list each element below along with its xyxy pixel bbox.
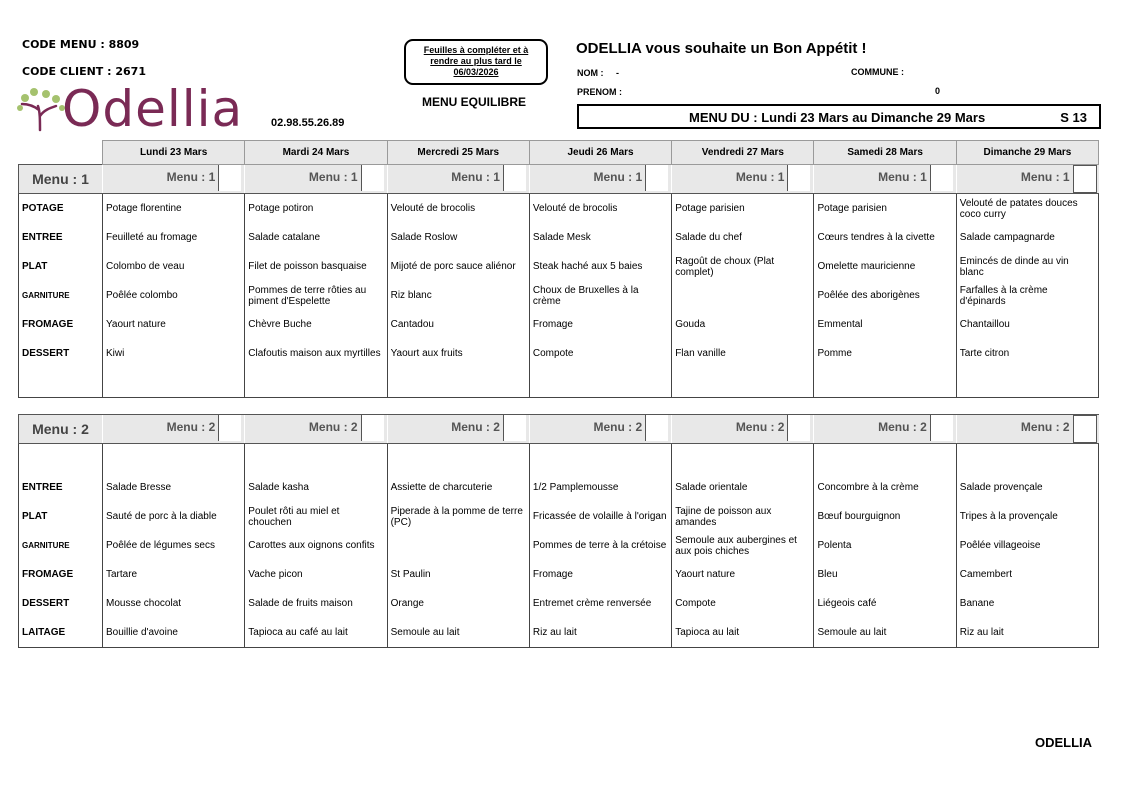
menu1-dish-3-5: Poêlée des aborigènes [814,281,956,310]
menu1-dish-5-4: Flan vanille [672,339,814,368]
menu2-row-2 [19,502,1099,531]
menu1-dish-1-0: Feuilleté au fromage [103,223,245,252]
menu2-dish-4-0: Tartare [103,560,245,589]
menu1-row-0 [19,194,1099,224]
menu1-row-6 [19,368,1099,398]
menu1-dish-1-6: Salade campagnarde [956,223,1098,252]
menu2-row-3 [19,531,1099,560]
menu2-dish-6-5: Semoule au lait [814,618,956,648]
menu2-day-label-3: Menu : 2 [593,420,643,434]
menu1-dish-2-0: Colombo de veau [103,252,245,281]
menu1-row-4 [19,310,1099,339]
menu2-day-cell-4 [672,415,814,444]
menu2-dish-1-0: Salade Bresse [103,473,245,502]
menu1-title-row [19,165,1099,194]
commune-label: COMMUNE : [851,67,904,77]
menu1-dish-4-4: Gouda [672,310,814,339]
menu1-dish-4-6: Chantaillou [956,310,1098,339]
menu2-dish-6-3: Riz au lait [529,618,671,648]
menu2-course-label-6: LAITAGE [19,618,103,648]
day-header-0: Lundi 23 Mars [103,141,245,165]
menu2-dish-5-6: Banane [956,589,1098,618]
menu2-dish-1-4: Salade orientale [672,473,814,502]
menu2-course-label-3: GARNITURE [19,531,103,560]
menu1-course-label-6 [19,368,103,398]
menu2-dish-2-4: Tajine de poisson aux amandes [672,502,814,531]
menu2-dish-3-5: Polenta [814,531,956,560]
menu1-course-label-4: FROMAGE [19,310,103,339]
menu2-dish-5-0: Mousse chocolat [103,589,245,618]
menu1-dish-3-2: Riz blanc [387,281,529,310]
menu2-checkbox-4[interactable] [787,415,810,441]
menu1-day-label-0: Menu : 1 [166,170,216,184]
menu-du-box [577,104,1101,129]
menu1-dish-4-0: Yaourt nature [103,310,245,339]
menu1-dish-4-5: Emmental [814,310,956,339]
code-client-label: CODE CLIENT : [22,65,112,78]
menu2-dish-4-2: St Paulin [387,560,529,589]
tree-logo-icon [16,86,68,132]
menu2-label: Menu : 2 [19,415,103,444]
menu1-row-2 [19,252,1099,281]
menu1-day-cell-inner [675,165,810,193]
deadline-box [404,39,548,85]
menu1-day-cell-6 [956,165,1098,194]
menu2-row-6 [19,618,1099,648]
nom-value: - [616,68,620,78]
menu2-dish-1-3: 1/2 Pamplemousse [529,473,671,502]
day-header-5: Samedi 28 Mars [814,141,956,165]
nom-field [577,68,619,78]
menu1-course-label-3: GARNITURE [19,281,103,310]
menu1-dish-1-2: Salade Roslow [387,223,529,252]
menu1-row-5 [19,339,1099,368]
menu1-day-label-2: Menu : 1 [451,170,500,184]
menu2-dish-0-4 [672,444,814,474]
menu2-dish-1-2: Assiette de charcuterie [387,473,529,502]
menu1-day-cell-inner [817,165,952,193]
menu2-dish-3-4: Semoule aux aubergines et aux pois chiches [672,531,814,560]
menu1-row-3 [19,281,1099,310]
code-client [22,65,146,78]
menu2-dish-5-3: Entremet crème renversée [529,589,671,618]
menu1-dish-1-1: Salade catalane [245,223,387,252]
menu2-day-cell-5 [814,415,956,444]
menu1-dish-5-1: Clafoutis maison aux myrtilles [245,339,387,368]
menu1-day-cell-inner [533,165,668,193]
menu2-day-label-0: Menu : 2 [166,420,216,434]
menu1-day-cell-0 [103,165,245,194]
menu2-day-cell-inner [248,415,383,443]
menu1-dish-4-2: Cantadou [387,310,529,339]
menu1-dish-0-1: Potage potiron [245,194,387,224]
menu2-day-label-4: Menu : 2 [735,420,785,434]
menu1-dish-2-6: Emincés de dinde au vin blanc [956,252,1098,281]
menu1-dish-2-1: Filet de poisson basquaise [245,252,387,281]
menu2-row-5 [19,589,1099,618]
menu1-day-cell-inner [391,165,526,193]
menu1-dish-5-0: Kiwi [103,339,245,368]
menu1-day-cell-2 [387,165,529,194]
menu2-title-row [19,415,1099,444]
menu1-dish-6-2 [387,368,529,398]
menu2-day-cell-inner [391,415,526,443]
menu1-dish-3-0: Poêlée colombo [103,281,245,310]
code-menu-value: 8809 [108,38,140,51]
menu2-day-cell-6 [956,415,1098,444]
menu1-dish-5-2: Yaourt aux fruits [387,339,529,368]
menu1-dish-3-6: Farfalles à la crème d'épinards [956,281,1098,310]
menu1-dish-2-2: Mijoté de porc sauce aliénor [387,252,529,281]
menu2-dish-0-1 [245,444,387,474]
menu1-dish-6-5 [814,368,956,398]
menu1-dish-6-4 [672,368,814,398]
menu1-dish-5-3: Compote [529,339,671,368]
commune-value: 0 [935,86,941,96]
menu1-checkbox-0[interactable] [218,165,241,191]
menu2-checkbox-6[interactable] [1073,415,1097,443]
menu1-dish-4-3: Fromage [529,310,671,339]
menu1-dish-2-3: Steak haché aux 5 baies [529,252,671,281]
menu1-checkbox-2[interactable] [503,165,526,191]
menu1-day-cell-5 [814,165,956,194]
menu2-dish-1-6: Salade provençale [956,473,1098,502]
menu2-dish-2-6: Tripes à la provençale [956,502,1098,531]
menu2-course-label-1: ENTREE [19,473,103,502]
menu1-dish-1-3: Salade Mesk [529,223,671,252]
menu1-table [18,140,1099,398]
menu1-dish-6-6 [956,368,1098,398]
menu1-dish-5-6: Tarte citron [956,339,1098,368]
menu1-dish-0-6: Velouté de patates douces coco curry [956,194,1098,224]
menu2-day-cell-inner [106,415,241,443]
menu2-day-cell-1 [245,415,387,444]
menu1-course-label-0: POTAGE [19,194,103,224]
menu2-dish-0-2 [387,444,529,474]
menu1-day-cell-3 [529,165,671,194]
menu2-checkbox-1[interactable] [361,415,384,441]
menu1-day-label-4: Menu : 1 [735,170,785,184]
greeting: ODELLIA vous souhaite un Bon Appétit ! [576,40,867,57]
menu2-row-0 [19,444,1099,474]
menu1-dish-0-3: Velouté de brocolis [529,194,671,224]
menu1-day-label-5: Menu : 1 [878,170,927,184]
menu2-course-label-2: PLAT [19,502,103,531]
menu2-day-cell-inner [817,415,952,443]
menu2-day-label-6: Menu : 2 [1020,420,1070,434]
day-header-4: Vendredi 27 Mars [672,141,814,165]
menu2-dish-3-1: Carottes aux oignons confits [245,531,387,560]
menu1-day-cell-4 [672,165,814,194]
menu2-day-cell-3 [529,415,671,444]
day-header-6: Dimanche 29 Mars [956,141,1098,165]
menu1-day-cell-1 [245,165,387,194]
code-client-value: 2671 [115,65,146,78]
menu1-dish-4-1: Chèvre Buche [245,310,387,339]
menu1-dish-0-4: Potage parisien [672,194,814,224]
deadline-line2: rendre au plus tard le [430,56,522,66]
menu1-dish-2-5: Omelette mauricienne [814,252,956,281]
menu2-dish-0-5 [814,444,956,474]
menu2-dish-3-0: Poêlée de légumes secs [103,531,245,560]
menu2-checkbox-5[interactable] [930,415,953,441]
menu2-checkbox-2[interactable] [503,415,526,441]
menu2-dish-3-6: Poêlée villageoise [956,531,1098,560]
menu1-checkbox-1[interactable] [361,165,384,191]
menu2-dish-2-5: Bœuf bourguignon [814,502,956,531]
menu2-day-label-2: Menu : 2 [451,420,500,434]
day-header-row [19,141,1099,165]
menu2-dish-6-0: Bouillie d'avoine [103,618,245,648]
menu2-dish-2-3: Fricassée de volaille à l'origan [529,502,671,531]
menu2-checkbox-0[interactable] [218,415,241,441]
menu1-dish-6-3 [529,368,671,398]
menu2-course-label-5: DESSERT [19,589,103,618]
menu1-day-label-6: Menu : 1 [1020,170,1070,184]
menu2-row-4 [19,560,1099,589]
menu1-dish-6-1 [245,368,387,398]
menu2-dish-3-3: Pommes de terre à la crétoise [529,531,671,560]
menu2-table [18,414,1099,648]
logo-wordmark: Odellia [62,80,244,138]
header-blank-cell [19,141,103,165]
menu1-checkbox-4[interactable] [787,165,810,191]
menu2-dish-6-6: Riz au lait [956,618,1098,648]
menu2-dish-5-1: Salade de fruits maison [245,589,387,618]
code-menu [22,38,139,51]
menu1-day-cell-inner [248,165,383,193]
menu2-dish-0-3 [529,444,671,474]
menu1-dish-0-5: Potage parisien [814,194,956,224]
menu2-dish-4-6: Camembert [956,560,1098,589]
menu2-dish-1-5: Concombre à la crème [814,473,956,502]
menu2-dish-5-4: Compote [672,589,814,618]
menu1-course-label-2: PLAT [19,252,103,281]
deadline-line1: Feuilles à compléter et à [423,45,529,55]
deadline-date: 06/03/2026 [453,67,499,77]
menu2-dish-0-6 [956,444,1098,474]
menu1-day-label-3: Menu : 1 [593,170,643,184]
menu2-day-cell-inner [533,415,668,443]
menu1-row-1 [19,223,1099,252]
week-number: S 13 [1060,110,1087,125]
menu1-checkbox-6[interactable] [1073,165,1097,193]
menu1-dish-1-5: Cœurs tendres à la civette [814,223,956,252]
day-header-2: Mercredi 25 Mars [387,141,529,165]
menu2-day-label-1: Menu : 2 [308,420,358,434]
menu1-dish-6-0 [103,368,245,398]
menu-du-text: MENU DU : Lundi 23 Mars au Dimanche 29 Mars [689,110,986,125]
menu2-dish-5-2: Orange [387,589,529,618]
menu1-dish-3-3: Choux de Bruxelles à la crème [529,281,671,310]
menu2-dish-3-2 [387,531,529,560]
menu2-dish-6-1: Tapioca au café au lait [245,618,387,648]
menu1-day-label-1: Menu : 1 [308,170,358,184]
menu1-dish-3-1: Pommes de terre rôties au piment d'Espelette [245,281,387,310]
menu2-day-cell-inner [960,415,1096,443]
phone-number: 02.98.55.26.89 [271,117,345,129]
menu1-dish-3-4 [672,281,814,310]
menu2-dish-2-2: Piperade à la pomme de terre (PC) [387,502,529,531]
menu2-day-cell-2 [387,415,529,444]
menu1-checkbox-5[interactable] [930,165,953,191]
menu2-dish-5-5: Liégeois café [814,589,956,618]
menu2-dish-2-1: Poulet rôti au miel et chouchen [245,502,387,531]
day-header-3: Jeudi 26 Mars [529,141,671,165]
menu2-dish-2-0: Sauté de porc à la diable [103,502,245,531]
menu2-day-cell-inner [675,415,810,443]
menu2-day-cell-0 [103,415,245,444]
menu1-label: Menu : 1 [19,165,103,194]
nom-label: NOM : [577,68,604,78]
menu1-dish-1-4: Salade du chef [672,223,814,252]
menu1-dish-0-2: Velouté de brocolis [387,194,529,224]
menu1-dish-2-4: Ragoût de choux (Plat complet) [672,252,814,281]
prenom-label: PRENOM : [577,87,622,97]
menu2-dish-1-1: Salade kasha [245,473,387,502]
menu2-dish-4-4: Yaourt nature [672,560,814,589]
menu2-course-label-0 [19,444,103,474]
menu2-dish-4-5: Bleu [814,560,956,589]
menu1-day-cell-inner [106,165,241,193]
menu1-dish-0-0: Potage florentine [103,194,245,224]
menu2-dish-6-2: Semoule au lait [387,618,529,648]
footer-brand: ODELLIA [1035,735,1093,750]
menu2-course-label-4: FROMAGE [19,560,103,589]
day-header-1: Mardi 24 Mars [245,141,387,165]
menu1-dish-5-5: Pomme [814,339,956,368]
menu2-dish-0-0 [103,444,245,474]
menu-type: MENU EQUILIBRE [422,95,527,109]
menu2-day-label-5: Menu : 2 [878,420,927,434]
menu2-row-1 [19,473,1099,502]
menu1-day-cell-inner [960,165,1096,193]
menu1-checkbox-3[interactable] [645,165,668,191]
menu1-course-label-1: ENTREE [19,223,103,252]
menu2-checkbox-3[interactable] [645,415,668,441]
code-menu-label: CODE MENU : [22,38,105,51]
menu2-dish-4-1: Vache picon [245,560,387,589]
menu1-course-label-5: DESSERT [19,339,103,368]
menu2-dish-4-3: Fromage [529,560,671,589]
menu2-dish-6-4: Tapioca au lait [672,618,814,648]
